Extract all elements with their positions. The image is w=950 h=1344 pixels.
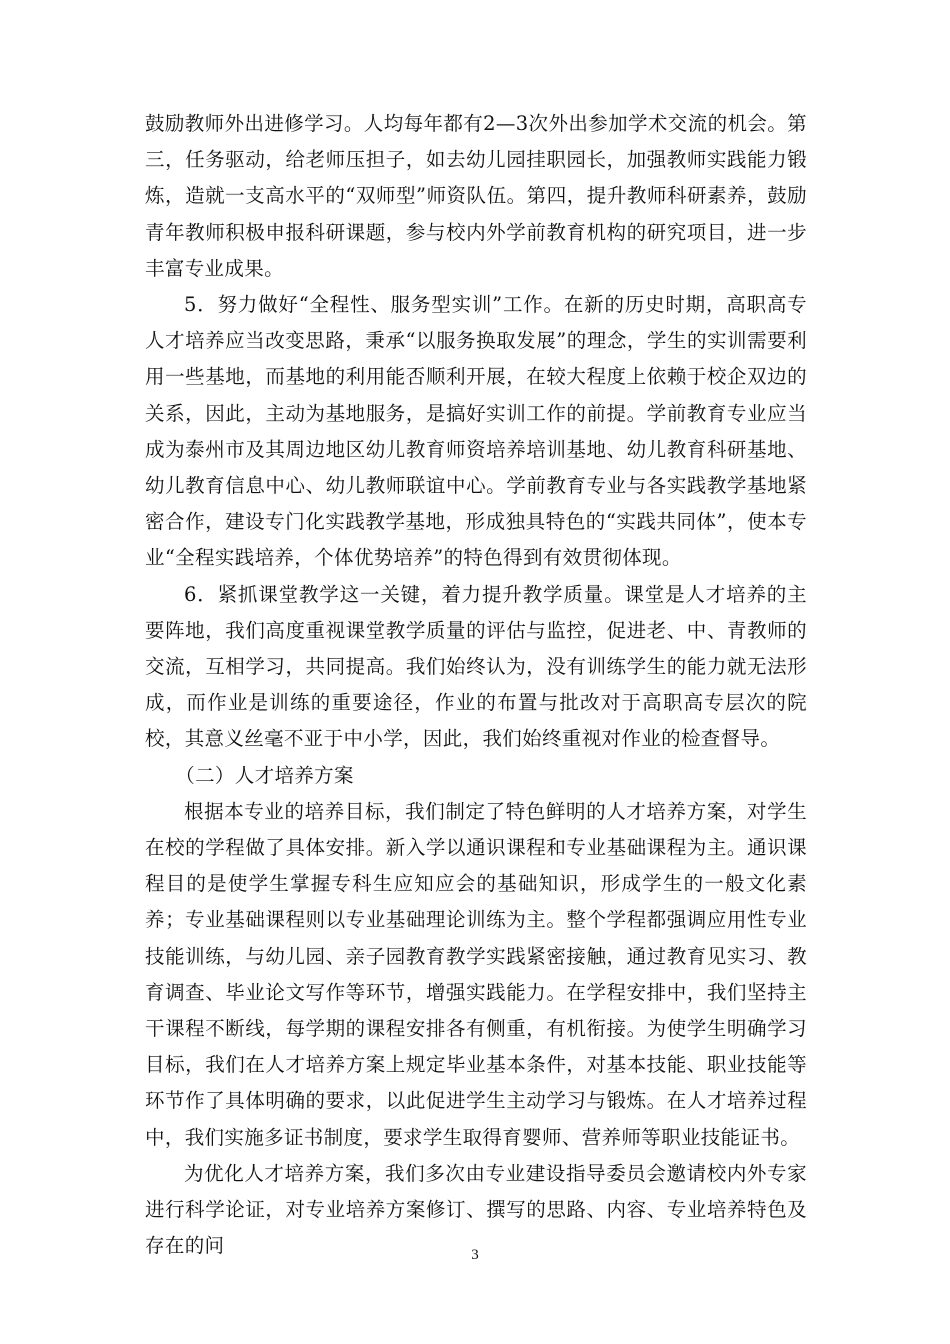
section-heading: （二）人才培养方案: [175, 763, 354, 787]
paragraph-item-5: 5．努力做好“全程性、服务型实训”工作。在新的历史时期，高职高专人才培养应当改变思路，秉承“以服务换取发展”的理念，学生的实训需要利用一些基地，而基地的利用能否顺利开展，在较大程度上依赖于校企双边的关系，因此，主动为基地服务，是搞好实训工作的前提。学前教育专业应当成为泰州市及其周边地区幼儿教育师资培养培训基地、幼儿教育科研基地、幼儿教育信息中心、幼儿教师联谊中心。学前教育专业与各实践教学基地紧密合作，建设专门化实践教学基地，形成独具特色的“实践共同体”，使本专业“全程实践培养，个体优势培养”的特色得到有效贯彻体现。: [145, 293, 807, 570]
paragraph-continued: 鼓励教师外出进修学习。人均每年都有2—3次外出参加学术交流的机会。第三，任务驱动，给老师压担子，如去幼儿园挂职园长，加强教师实践能力锻炼，造就一支高水平的“双师型”师资队伍。第四，提升教师科研素养，鼓励青年教师积极申报科研课题，参与校内外学前教育机构的研究项目，进一步丰富专业成果。: [145, 112, 807, 280]
paragraph-plan-1: 根据本专业的培养目标，我们制定了特色鲜明的人才培养方案，对学生在校的学程做了具体安排。新入学以通识课程和专业基础课程为主。通识课程目的是使学生掌握专科生应知应会的基础知识，形成学生的一般文化素养；专业基础课程则以专业基础理论训练为主。整个学程都强调应用性专业技能训练，与幼儿园、亲子园教育教学实践紧密接触，通过教育见实习、教育调查、毕业论文写作等环节，增强实践能力。在学程安排中，我们坚持主干课程不断线，每学期的课程安排各有侧重，有机衔接。为使学生明确学习目标，我们在人才培养方案上规定毕业基本条件，对基本技能、职业技能等环节作了具体明确的要求，以此促进学生主动学习与锻炼。在人才培养过程中，我们实施多证书制度，要求学生取得育婴师、营养师等职业技能证书。: [145, 799, 807, 1149]
page-number: 3: [471, 1247, 479, 1263]
document-page: [145, 106, 807, 1265]
paragraph-item-6: 6．紧抓课堂教学这一关键，着力提升教学质量。课堂是人才培养的主要阵地，我们高度重视课堂教学质量的评估与监控，促进老、中、青教师的交流，互相学习，共同提高。我们始终认为，没有训练学生的能力就无法形成，而作业是训练的重要途径，作业的布置与批改对于高职高专层次的院校，其意义丝毫不亚于中小学，因此，我们始终重视对作业的检查督导。: [145, 582, 807, 751]
paragraph-plan-2: 为优化人才培养方案，我们多次由专业建设指导委员会邀请校内外专家进行科学论证，对专业培养方案修订、撰写的思路、内容、专业培养特色及存在的问: [145, 1161, 807, 1258]
